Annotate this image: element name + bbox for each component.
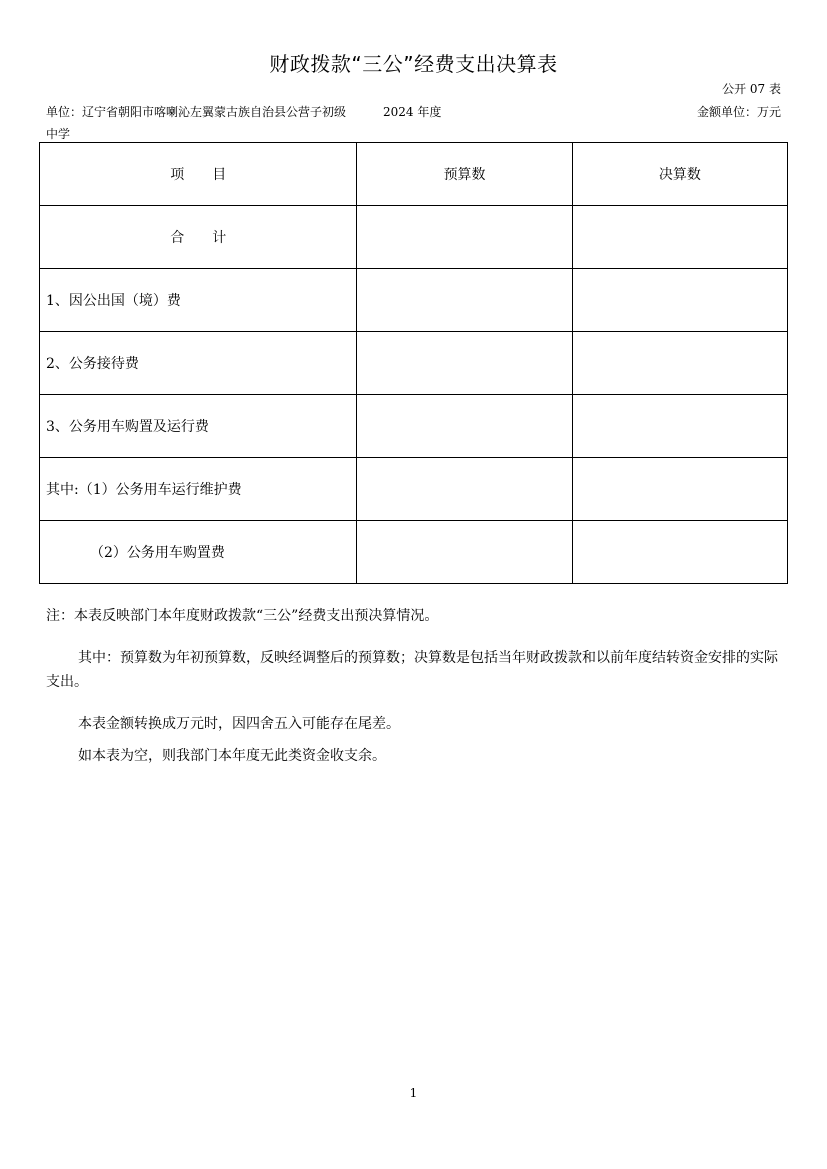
budget-cell: [357, 269, 572, 332]
row-label-reception: 2、公务接待费: [40, 332, 357, 395]
final-cell: [572, 332, 787, 395]
table-row: [40, 458, 788, 521]
note-rounding: 本表金额转换成万元时，因四舍五入可能存在尾差。: [78, 716, 400, 732]
budget-cell: [357, 332, 572, 395]
header-budget: 预算数: [357, 143, 572, 206]
row-label-vehicle-purchase: （2）公务用车购置费: [40, 521, 357, 584]
page-title: 财政拨款“三公”经费支出决算表: [269, 52, 558, 76]
row-label-vehicle: 3、公务用车购置及运行费: [40, 395, 357, 458]
header-final: 决算数: [572, 143, 787, 206]
header-item: 项 目: [40, 143, 357, 206]
budget-cell: [357, 206, 572, 269]
final-cell: [572, 458, 787, 521]
final-cell: [572, 521, 787, 584]
table-row: [40, 395, 788, 458]
fiscal-year: 2024 年度: [383, 105, 442, 119]
final-cell: [572, 206, 787, 269]
table-row: [40, 521, 788, 584]
row-label-overseas: 1、因公出国（境）费: [40, 269, 357, 332]
table-row: [40, 269, 788, 332]
expenditure-table: [39, 142, 788, 584]
notes-section: [46, 604, 786, 768]
note-empty: 如本表为空，则我部门本年度无此类资金收支余。: [78, 748, 386, 764]
row-label-vehicle-maintenance: 其中:（1）公务用车运行维护费: [40, 458, 357, 521]
unit-label: 单位：辽宁省朝阳市喀喇沁左翼蒙古族自治县公营子初级中学: [46, 105, 347, 141]
form-number: 公开 07 表: [722, 82, 781, 96]
amount-unit: 金额单位：万元: [696, 105, 781, 119]
row-label-total: 合 计: [40, 206, 357, 269]
table-header-row: [40, 143, 788, 206]
final-cell: [572, 395, 787, 458]
page-number: 1: [409, 1086, 418, 1100]
final-cell: [572, 269, 787, 332]
budget-cell: [357, 458, 572, 521]
note-definitions: 其中：预算数为年初预算数，反映经调整后的预算数；决算数是包括当年财政拨款和以前年度结转资金安排的实际支出。: [46, 650, 778, 690]
table-row: [40, 206, 788, 269]
note-scope: 注：本表反映部门本年度财政拨款“三公”经费支出预决算情况。: [46, 608, 439, 624]
budget-cell: [357, 395, 572, 458]
budget-cell: [357, 521, 572, 584]
table-row: [40, 332, 788, 395]
